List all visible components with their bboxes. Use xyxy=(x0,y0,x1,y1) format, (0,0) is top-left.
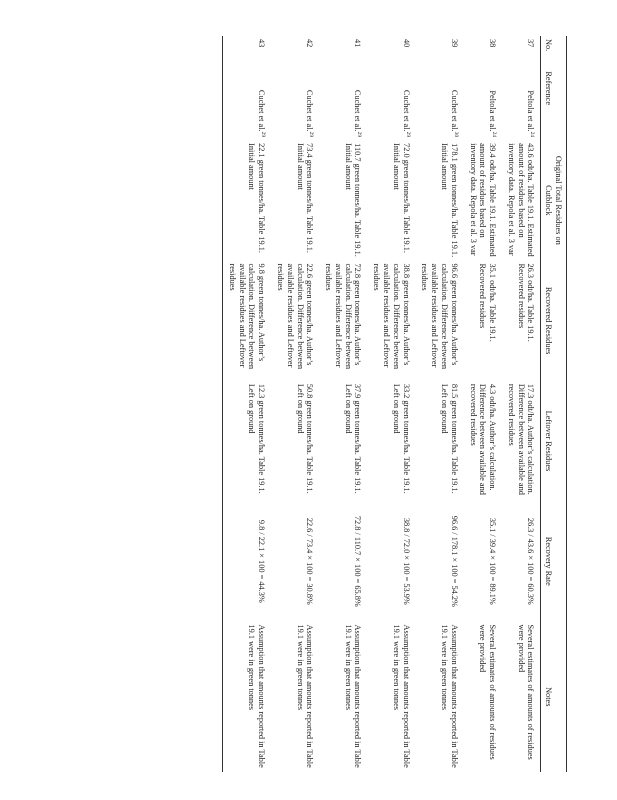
table-row xyxy=(464,36,502,772)
residues-table xyxy=(222,36,567,772)
cell-original: 73.4 green tonnes/ha. Table 19.1. Initial amount xyxy=(295,143,315,253)
cell-leftover: 4.3 odt/ha. Author’s calculation. Difference between available and recovered residues xyxy=(468,383,498,495)
table-row xyxy=(271,36,319,772)
cell-reference xyxy=(464,68,502,140)
cell-reference xyxy=(319,68,367,140)
cell-no: 40 xyxy=(401,39,411,48)
cell-original: 43.6 odt/ha. Table 19.1. Estimated amount of residues based on inventory data. Repola et al. 3 var xyxy=(506,143,536,257)
cell-notes: Assumption that amounts reported in Table 19.1 were in green tonnes xyxy=(343,624,363,768)
reference-text: Cuchet et al. xyxy=(305,89,315,132)
cell-recovery-rate: 22.6 / 73.4 × 100 = 30.8% xyxy=(305,517,315,605)
table-row xyxy=(502,36,541,772)
table-row xyxy=(319,36,367,772)
cell-original: 39.4 odt/ha. Table 19.1. Estimated amount of residues based on inventory data. Repola et al. 3 var xyxy=(468,143,498,257)
cell-recovery-rate: 26.3 / 43.6 × 100 = 60.3% xyxy=(526,517,536,605)
table-row xyxy=(416,36,464,772)
cell-no: 37 xyxy=(526,39,536,48)
cell-no: 38 xyxy=(488,39,498,48)
reference-citation: 29 xyxy=(404,131,411,138)
reference-text: Peltola et al. xyxy=(526,90,536,132)
header-no: No. xyxy=(541,36,567,68)
reference-text: Cuchet et al. xyxy=(257,89,267,132)
reference-text: Peltola et al. xyxy=(488,90,498,132)
reference-citation: 29 xyxy=(308,131,315,138)
cell-reference xyxy=(223,68,272,140)
table-header xyxy=(541,36,567,772)
cell-recovered: 9.8 green tonnes/ha. Author’s calculation. Difference between available residues and Leftover residues xyxy=(223,260,272,380)
header-leftover: Leftover Residues xyxy=(541,381,567,501)
cell-reference xyxy=(416,68,464,140)
cell-recovery-rate: 35.1 / 39.4 × 100 = 89.1% xyxy=(488,517,498,605)
cell-original: 178.1 green tonnes/ha. Table 19.1. Initial amount xyxy=(439,143,459,258)
reference-text: Cuchet et al. xyxy=(353,89,363,132)
cell-recovered: 38.8 green tonnes/ha. Author’s calculation. Difference between available residues and Leftover residues xyxy=(372,263,411,370)
cell-notes: Assumption that amounts reported in Table 19.1 were in green tonnes xyxy=(223,622,272,773)
cell-reference xyxy=(271,68,319,140)
cell-recovered: 72.8 green tonnes/ha. Author’s calculation. Difference between available residues and Leftover residues xyxy=(324,263,363,370)
reference-citation: 24 xyxy=(529,131,536,138)
cell-recovered: 26.3 odt/ha. Table 19.1. Recovered residues xyxy=(516,263,536,342)
reference-citation: 24 xyxy=(491,131,498,138)
cell-recovered: 35.1 odt/ha. Table 19.1. Recovered residues xyxy=(478,263,498,342)
cell-original: 110.7 green tonnes/ha. Table 19.1. Initial amount xyxy=(343,143,363,257)
cell-reference xyxy=(502,68,541,140)
cell-no: 39 xyxy=(449,39,459,48)
header-recovered: Recovered Residues xyxy=(541,260,567,380)
cell-leftover: 33.2 green tonnes/ha. Table 19.1. Left on ground xyxy=(391,383,411,494)
reference-citation: 30 xyxy=(452,131,459,138)
reference-text: Cuchet et al. xyxy=(449,89,459,132)
cell-leftover: 37.9 green tonnes/ha. Table 19.1. Left on ground xyxy=(343,383,363,494)
cell-original: 72.0 green tonnes/ha. Table 19.1. Initial amount xyxy=(391,143,411,253)
cell-leftover: 81.5 green tonnes/ha. Table 19.1. Left on ground xyxy=(439,383,459,494)
rotated-page xyxy=(47,36,567,772)
cell-recovery-rate: 9.8 / 22.1 × 100 = 44.3% xyxy=(223,501,272,621)
table-row xyxy=(223,36,272,772)
header-original: Original Total Residues on Cutblock xyxy=(541,140,567,260)
header-notes: Notes xyxy=(541,622,567,773)
cell-recovered: 96.6 green tonnes/ha. Author’s calculation. Difference between available residues and Leftover residues xyxy=(420,263,459,370)
cell-notes: Several estimates of amounts of residues were provided xyxy=(478,624,498,760)
reference-text: Cuchet et al. xyxy=(401,89,411,132)
cell-original: 22.1 green tonnes/ha. Table 19.1. Initial amount xyxy=(223,140,272,260)
reference-citation: 29 xyxy=(356,131,363,138)
header-recovery-rate: Recovery Rate xyxy=(541,501,567,621)
cell-notes: Assumption that amounts reported in Table 19.1 were in green tonnes xyxy=(439,624,459,768)
cell-notes: Several estimates of amounts of residues were provided xyxy=(516,624,536,760)
cell-leftover: 50.8 green tonnes/ha. Table 19.1. Left on ground xyxy=(295,383,315,494)
cell-recovery-rate: 38.8 / 72.0 × 100 = 53.9% xyxy=(401,517,411,605)
cell-recovery-rate: 72.8 / 110.7 × 100 = 65.8% xyxy=(353,515,363,607)
reference-citation: 29 xyxy=(260,131,267,138)
cell-no: 41 xyxy=(353,39,363,48)
cell-no: 42 xyxy=(305,39,315,48)
cell-recovered: 22.6 green tonnes/ha. Author’s calculation. Difference between available residues and Leftover residues xyxy=(276,263,315,370)
cell-notes: Assumption that amounts reported in Table 19.1 were in green tonnes xyxy=(295,624,315,768)
cell-leftover: 12.3 green tonnes/ha. Table 19.1. Left on ground xyxy=(223,381,272,501)
cell-notes: Assumption that amounts reported in Table 19.1 were in green tonnes xyxy=(391,624,411,768)
table-row xyxy=(368,36,416,772)
header-reference: Reference xyxy=(541,68,567,140)
cell-no: 43 xyxy=(223,36,272,68)
cell-reference xyxy=(368,68,416,140)
cell-recovery-rate: 96.6 / 178.1 × 100 = 54.2% xyxy=(449,515,459,607)
cell-leftover: 17.3 odt/ha. Author’s calculation. Difference between available and recovered residues xyxy=(506,383,536,495)
